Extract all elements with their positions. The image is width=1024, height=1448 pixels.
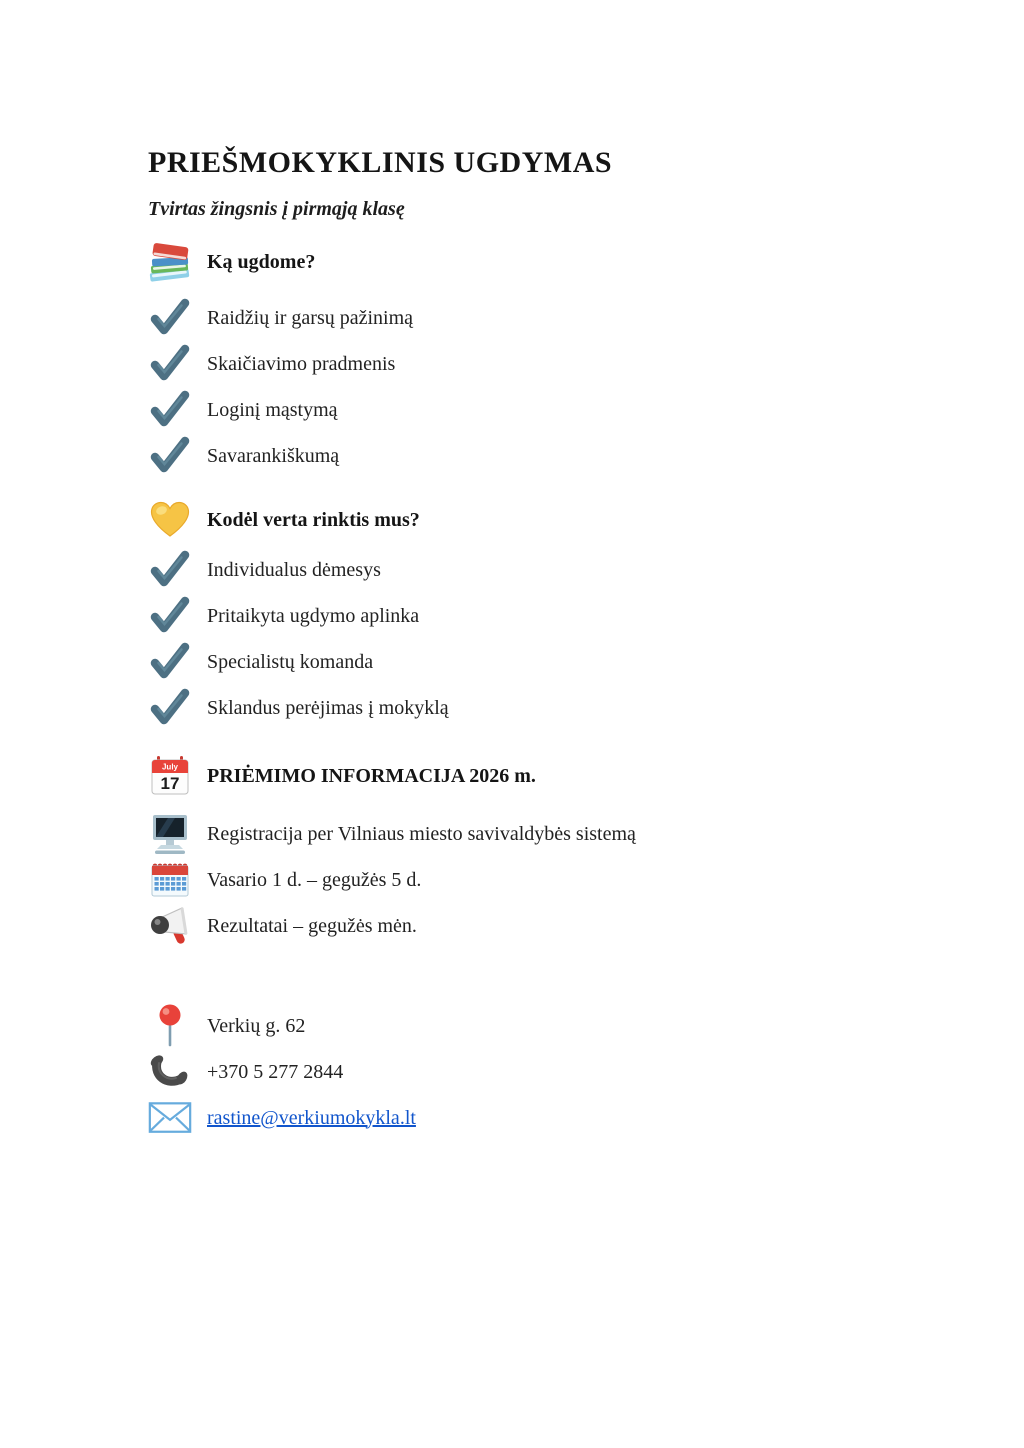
list-item [148, 387, 964, 433]
check-icon [148, 390, 192, 430]
megaphone-icon [148, 904, 192, 948]
list-item [148, 903, 964, 949]
list-item-text: Vasario 1 d. – gegužės 5 d. [207, 868, 422, 891]
list-item-text: Registracija per Vilniaus miesto savivaldybės sistemą [207, 822, 636, 845]
section-heading: Kodėl verta rinktis mus? [207, 508, 420, 531]
list-item-text: Individualus dėmesys [207, 558, 381, 581]
tear-off-calendar-icon [148, 754, 192, 798]
section-header-why-choose-us [148, 495, 964, 545]
list-item-text: Loginį mąstymą [207, 398, 338, 421]
calendar-grid-icon [148, 859, 192, 901]
contact-phone-text: +370 5 277 2844 [207, 1060, 344, 1083]
list-item [148, 857, 964, 903]
check-icon [148, 688, 192, 728]
contact-item-email [148, 1095, 964, 1141]
list-item-text: Rezultatai – gegužės mėn. [207, 914, 417, 937]
contact-address-text: Verkių g. 62 [207, 1014, 306, 1037]
list-item [148, 811, 964, 857]
contact-item-phone [148, 1049, 964, 1095]
list-item-text: Raidžių ir garsų pažinimą [207, 306, 414, 329]
check-icon [148, 596, 192, 636]
list-item [148, 547, 964, 593]
check-icon [148, 550, 192, 590]
books-icon [148, 241, 192, 283]
contact-item-address [148, 1003, 964, 1049]
section-header-admission [148, 751, 964, 801]
section-heading: Ką ugdome? [207, 250, 316, 273]
list-item [148, 685, 964, 731]
list-item-text: Sklandus perėjimas į mokyklą [207, 696, 449, 719]
round-pushpin-icon [148, 1003, 192, 1049]
list-item [148, 295, 964, 341]
section-heading: PRIĖMIMO INFORMACIJA 2026 m. [207, 764, 536, 787]
yellow-heart-icon [148, 500, 192, 540]
check-icon [148, 298, 192, 338]
telephone-icon [148, 1052, 192, 1092]
calendar-month-label: July [161, 762, 179, 772]
page-subtitle: Tvirtas žingsnis į pirmąją klasę [148, 198, 405, 220]
list-item [148, 639, 964, 685]
list-item [148, 433, 964, 479]
email-link[interactable]: rastine@verkiumokykla.lt [207, 1106, 416, 1129]
list-item-text: Skaičiavimo pradmenis [207, 352, 396, 375]
calendar-day-label: 17 [160, 774, 180, 793]
check-icon [148, 436, 192, 476]
check-icon [148, 642, 192, 682]
page-title: PRIEŠMOKYKLINIS UGDYMAS [148, 146, 613, 179]
desktop-computer-icon [148, 812, 192, 856]
section-spacer [148, 949, 964, 1003]
list-item-text: Savarankiškumą [207, 444, 340, 467]
email-icon [148, 1100, 192, 1136]
section-header-what-we-teach [148, 237, 964, 287]
list-item [148, 341, 964, 387]
list-item [148, 593, 964, 639]
list-item-text: Pritaikyta ugdymo aplinka [207, 604, 420, 627]
list-item-text: Specialistų komanda [207, 650, 374, 673]
check-icon [148, 344, 192, 384]
